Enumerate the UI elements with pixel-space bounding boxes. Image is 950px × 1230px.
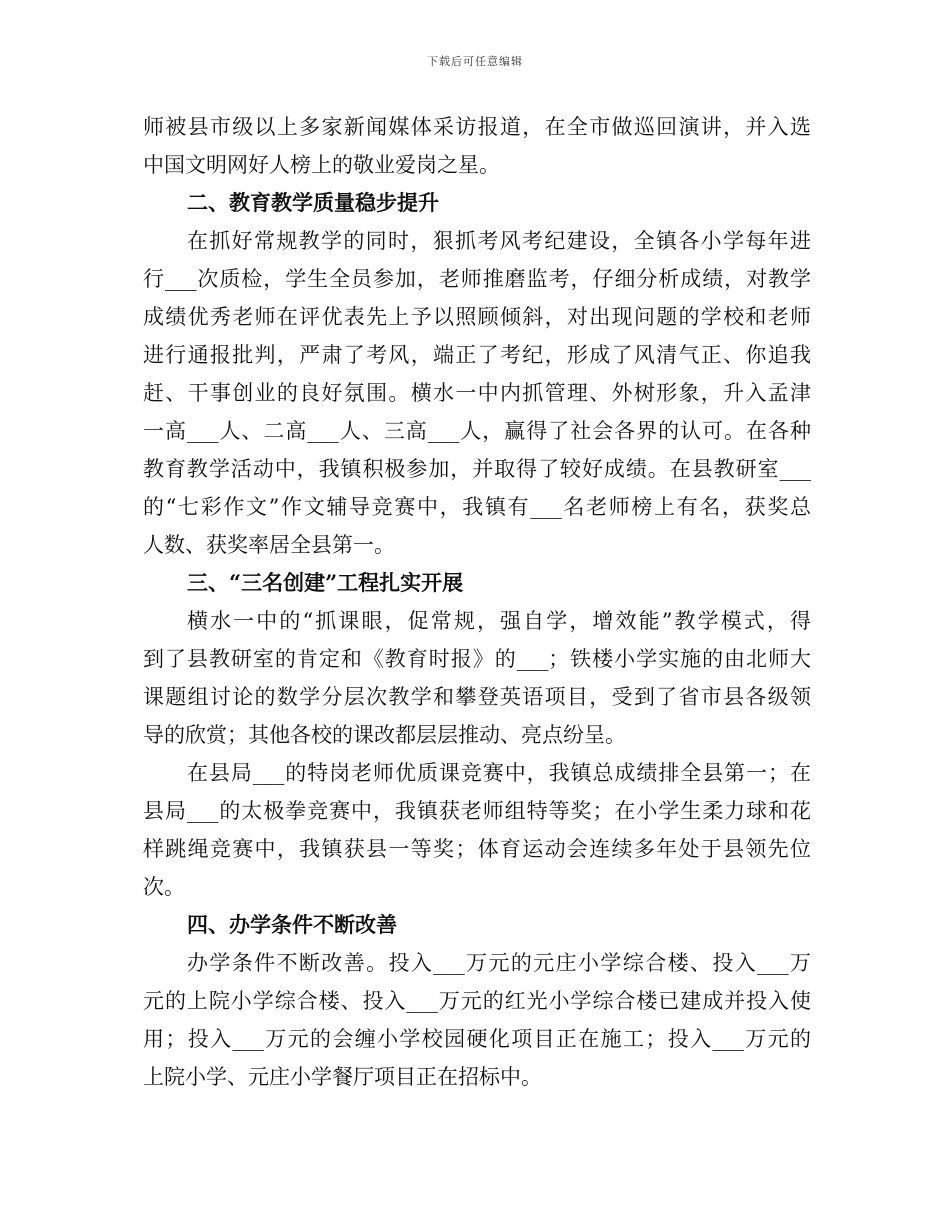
text-line: 成绩优秀老师在评优表先上予以照顾倾斜，对出现问题的学校和老师 <box>143 305 811 329</box>
text-line: 用；投入___万元的会缠小学校园硬化项目正在施工；投入___万元的 <box>143 1027 811 1051</box>
text-line: 元的上院小学综合楼、投入___万元的红光小学综合楼已建成并投入使 <box>143 989 811 1013</box>
text-line: 中国文明网好人榜上的敬业爱岗之星。 <box>143 153 500 177</box>
document-body <box>143 108 811 1096</box>
section-heading: 二、教育教学质量稳步提升 <box>187 190 439 215</box>
section-heading: 三、“三名创建”工程扎实开展 <box>187 570 464 595</box>
text-line: 课题组讨论的数学分层次教学和攀登英语项目，受到了省市县各级领 <box>143 685 811 709</box>
text-line: 进行通报批判，严肃了考风，端正了考纪，形成了风清气正、你追我 <box>143 343 811 367</box>
text-line: 的“七彩作文”作文辅导竞赛中，我镇有___名老师榜上有名，获奖总 <box>143 495 811 519</box>
text-line: 县局___的太极拳竞赛中，我镇获老师组特等奖；在小学生柔力球和花 <box>143 799 811 823</box>
text-line: 导的欣赏；其他各校的课改都层层推动、亮点纷呈。 <box>143 723 626 747</box>
text-line: 横水一中的“抓课眼，促常规，强自学，增效能”教学模式，得 <box>187 609 811 633</box>
text-line: 在县局___的特岗老师优质课竞赛中，我镇总成绩排全县第一；在 <box>187 761 811 785</box>
text-line: 样跳绳竞赛中，我镇获县一等奖；体育运动会连续多年处于县领先位 <box>143 837 811 861</box>
text-line: 上院小学、元庄小学餐厅项目正在招标中。 <box>143 1065 542 1089</box>
text-line: 办学条件不断改善。投入___万元的元庄小学综合楼、投入___万 <box>187 951 811 975</box>
page-header: 下载后可任意编辑 <box>427 55 523 68</box>
text-line: 一高___人、二高___人、三高___人，赢得了社会各界的认可。在各种 <box>143 419 811 443</box>
text-line: 到了县教研室的肯定和《教育时报》的___；铁楼小学实施的由北师大 <box>143 647 811 671</box>
text-line: 赶、干事创业的良好氛围。横水一中内抓管理、外树形象，升入孟津 <box>143 381 811 405</box>
text-line: 人数、获奖率居全县第一。 <box>143 533 395 557</box>
text-line: 次。 <box>143 875 185 899</box>
text-line: 师被县市级以上多家新闻媒体采访报道，在全市做巡回演讲，并入选 <box>143 115 811 139</box>
text-line: 行___次质检，学生全员参加，老师推磨监考，仔细分析成绩，对教学 <box>143 267 811 291</box>
text-line: 教育教学活动中，我镇积极参加，并取得了较好成绩。在县教研室___ <box>143 457 811 481</box>
text-line: 在抓好常规教学的同时，狠抓考风考纪建设，全镇各小学每年进 <box>187 229 811 253</box>
section-heading: 四、办学条件不断改善 <box>187 912 397 937</box>
